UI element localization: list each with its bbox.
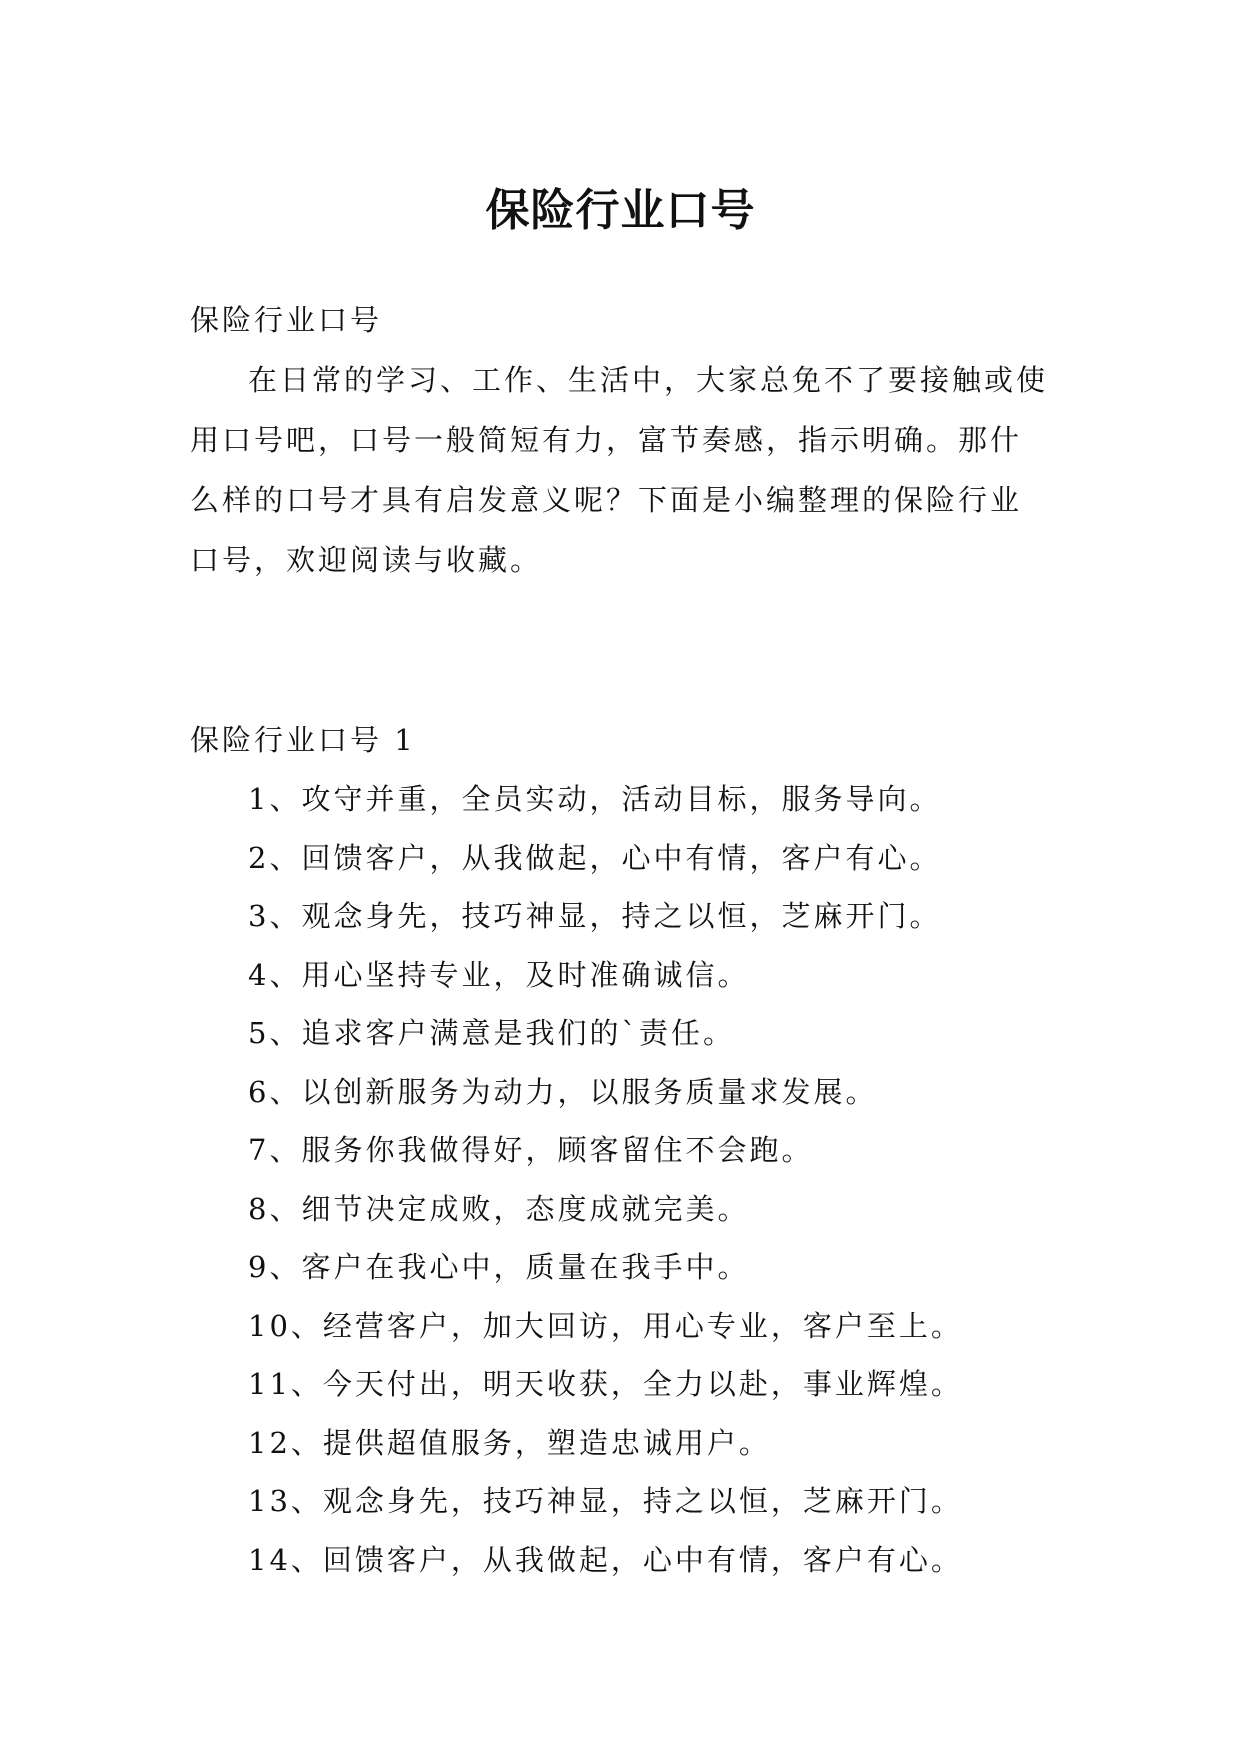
slogan-item: 7、服务你我做得好，顾客留住不会跑。 [248,1133,814,1167]
slogan-item: 4、用心坚持专业，及时准确诚信。 [248,957,750,992]
slogan-item: 10、经营客户，加大回访，用心专业，客户至上。 [248,1308,963,1343]
slogan-item: 13、观念身先，技巧神显，持之以恒，芝麻开门。 [248,1484,963,1518]
slogan-item: 6、以创新服务为动力，以服务质量求发展。 [248,1074,878,1109]
intro-paragraph: 在日常的学习、工作、生活中，大家总免不了要接触或使用口号吧，口号一般简短有力，富节奏感，指示明确。那什么样的口号才具有启发意义呢？下面是小编整理的保险行业口号，欢迎阅读与收藏。 [190,363,1049,577]
slogan-item: 5、追求客户满意是我们的`责任。 [248,1016,735,1050]
slogan-item: 1、攻守并重，全员实动，活动目标，服务导向。 [248,782,942,816]
document-body [190,290,1052,1589]
slogan-item: 3、观念身先，技巧神显，持之以恒，芝麻开门。 [248,899,942,933]
slogan-item: 11、今天付出，明天收获，全力以赴，事业辉煌。 [248,1367,963,1401]
slogan-item: 8、细节决定成败，态度成就完美。 [248,1191,750,1226]
slogan-item: 9、客户在我心中，质量在我手中。 [248,1250,750,1284]
slogan-item: 12、提供超值服务，塑造忠诚用户。 [248,1425,771,1460]
document-title: 保险行业口号 [485,185,756,237]
intro-heading: 保险行业口号 [190,303,383,337]
slogan-item: 14、回馈客户，从我做起，心中有情，客户有心。 [248,1542,963,1577]
slogan-list [190,770,1052,1589]
section-spacer [190,590,1052,710]
slogan-item: 2、回馈客户，从我做起，心中有情，客户有心。 [248,840,942,875]
section-heading: 保险行业口号 1 [190,723,416,757]
